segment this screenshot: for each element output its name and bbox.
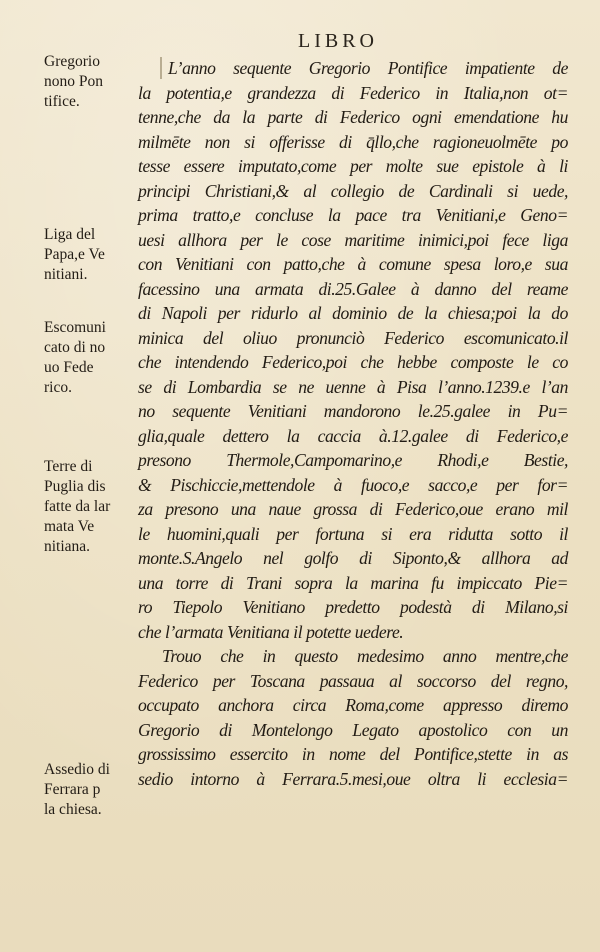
margin-note-line: Liga del <box>44 226 96 243</box>
margin-note-escomunicato <box>44 318 106 398</box>
margin-note-liga <box>44 225 105 285</box>
text-line: se di Lombardia se ne uenne à Pisa l’anno.1239.e l’an <box>138 376 568 397</box>
margin-note-line: la chiesa. <box>44 801 102 818</box>
margin-note-line: Puglia dis <box>44 478 106 495</box>
text-line: con Venitiani con patto,che à comune spesa loro,e sua <box>138 254 568 274</box>
text-line: Gregorio di Montelongo Legato apostolico con un <box>138 719 568 740</box>
margin-note-line: nono Pon <box>44 73 103 90</box>
margin-note-line: Gregorio <box>44 53 100 70</box>
margin-note-line: Terre di <box>44 458 93 475</box>
text-line: monte.S.Angelo nel golfo di Siponto,& allhora ad <box>138 548 568 568</box>
margin-note-line: fatte da lar <box>44 498 111 515</box>
text-line: no sequente Venitiani mandorono le.25.galee in Pu= <box>138 401 568 421</box>
text-line: la potentia,e grandezza di Federico in Italia,non ot= <box>138 82 568 103</box>
running-head: LIBRO <box>298 30 378 52</box>
text-line: ro Tiepolo Venitiano predetto podestà di Milano,si <box>138 597 568 617</box>
text-line: le huomini,quali per fortuna si era ridutta sotto il <box>138 523 568 544</box>
text-line: che l’armata Venitiana il potette uedere. <box>138 621 404 642</box>
margin-note-line: nitiani. <box>44 266 88 283</box>
text-line: una torre di Trani sopra la marina fu impiccato Pie= <box>138 572 568 593</box>
text-line: grossissimo essercito in nome del Pontifice,stette in as <box>138 744 568 764</box>
text-line: sedio intorno à Ferrara.5.mesi,oue oltra li ecclesia= <box>138 768 568 789</box>
text-line: presono Thermole,Campomarino,e Rhodi,e Bestie, <box>138 450 568 470</box>
margin-note-line: Escomuni <box>44 319 106 336</box>
text-line: minica del oliuo pronunciò Federico escomunicato.il <box>138 327 568 348</box>
text-line: facessino una armata di.25.Galee à danno del reame <box>138 278 568 299</box>
text-line: milmēte non si offerisse di q̄llo,che ragioneuolmēte po <box>138 131 568 152</box>
margin-note-line: rico. <box>44 379 72 396</box>
text-line: za presono una naue grossa di Federico,oue erano mil <box>138 499 568 519</box>
text-line: di Napoli per ridurlo al dominio de la chiesa;poi la do <box>138 303 568 323</box>
margin-note-line: nitiana. <box>44 538 91 555</box>
margin-note-line: Papa,e Ve <box>44 246 105 263</box>
margin-note-line: cato di no <box>44 339 106 356</box>
margin-note-assedio <box>44 760 110 820</box>
text-line: L’anno sequente Gregorio Pontifice impatiente de <box>168 58 568 78</box>
text-line: tesse essere imputato,come per molte sue epistole à li <box>138 156 568 176</box>
margin-note-line: Ferrara p <box>44 781 101 798</box>
margin-note-gregorio <box>44 52 103 112</box>
text-line: occupato anchora circa Roma,come appresso diremo <box>138 695 568 715</box>
margin-note-line: mata Ve <box>44 518 95 535</box>
text-line: Federico per Toscana passaua al soccorso del regno, <box>138 670 568 691</box>
margin-note-line: Assedio di <box>44 761 110 778</box>
margin-note-line: uo Fede <box>44 359 94 376</box>
text-line: Trouo che in questo medesimo anno mentre,che <box>162 646 568 666</box>
text-line: tenne,che da la parte di Federico ogni emendatione hu <box>138 107 568 127</box>
body-text <box>138 56 568 791</box>
margin-note-puglia <box>44 457 110 557</box>
text-line: prima tratto,e concluse la pace tra Venitiani,e Geno= <box>138 205 568 225</box>
margin-note-line: tifice. <box>44 93 80 110</box>
text-line: principi Christiani,& al collegio de Cardinali si uede, <box>138 180 568 201</box>
text-line: che intendendo Federico,poi che hebbe composte le co <box>138 352 568 372</box>
text-line: glia,quale dettero la caccia à.12.galee di Federico,e <box>138 425 568 446</box>
text-line: uesi allhora per le cose maritime inimici,poi fece liga <box>138 229 568 250</box>
text-line: & Pischiccie,mettendole à fuoco,e sacco,e per for= <box>138 474 568 495</box>
